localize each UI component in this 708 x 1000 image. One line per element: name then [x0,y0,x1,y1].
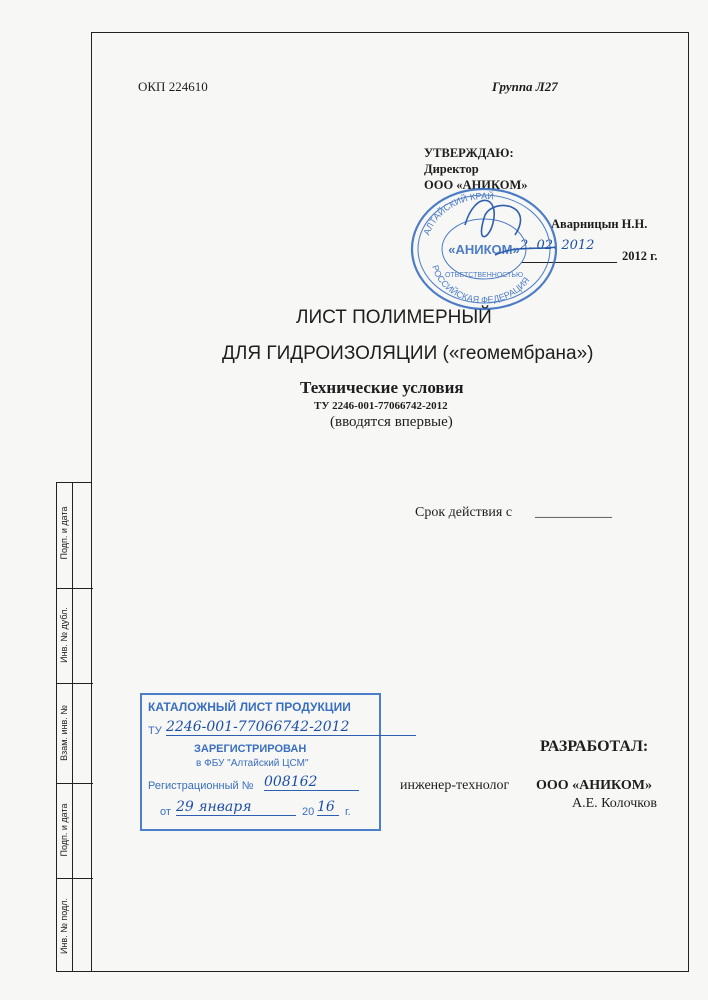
okp-code: ОКП 224610 [138,79,208,94]
page-frame [91,32,689,972]
seal-bottom-text: РОССИЙСКАЯ ФЕДЕРАЦИЯ [430,263,532,306]
group-code: Группа Л27 [492,79,558,94]
validity-value: ___________ [535,505,612,520]
catalog-date-prefix: от [160,806,171,818]
approval-name: Аварницын Н.Н. [551,217,648,231]
approval-date-handwritten: 2. 02. 2012 [520,238,595,253]
catalog-registered: ЗАРЕГИСТРИРОВАН [194,743,307,755]
catalog-tu-prefix: ТУ [148,725,162,737]
developer-name: А.Е. Колочков [572,796,657,811]
round-seal-stamp [405,185,563,313]
side-label-dup-inv: Инв. № дубл. [59,607,69,663]
catalog-reg-number: 008162 [264,774,359,791]
catalog-year-prefix: 20 [302,806,315,818]
side-stamp-column [56,482,92,972]
side-label-sign-date: Подп. и дата [59,506,69,560]
side-label-orig-inv: Инв. № подл. [59,897,69,955]
doc-subtitle: Технические условия [300,378,464,397]
seal-inner-text: ОТВЕТСТВЕННОСТЬЮ [444,272,524,279]
catalog-org: в ФБУ "Алтайский ЦСМ" [196,758,309,769]
seal-top-text: АЛТАЙСКИЙ КРАЙ [421,190,495,237]
developer-title: РАЗРАБОТАЛ: [540,738,649,755]
approval-position: Директор [424,162,479,176]
developer-role: инженер-технолог [400,778,510,793]
doc-title-line1: ЛИСТ ПОЛИМЕРНЫЙ [296,307,492,328]
doc-code: ТУ 2246-001-77066742-2012 [314,400,448,412]
catalog-year-suffix: г. [345,806,351,818]
seal-center-text: «АНИКОМ» [448,242,520,257]
validity-label: Срок действия с [415,505,513,520]
catalog-title: КАТАЛОЖНЫЙ ЛИСТ ПРОДУКЦИИ [148,700,351,714]
catalog-reg-label: Регистрационный № [148,780,254,792]
svg-text:АЛТАЙСКИЙ КРАЙ [421,190,494,236]
doc-note: (вводятся впервые) [330,414,453,430]
doc-title-line2: ДЛЯ ГИДРОИЗОЛЯЦИИ («геомембрана») [222,343,594,364]
developer-company: ООО «АНИКОМ» [536,778,652,793]
catalog-sheet-stamp [140,693,381,831]
approval-year: 2012 г. [622,249,658,263]
side-label-sign-date-2: Подп. и дата [59,803,69,857]
catalog-tu-number: 2246-001-77066742-2012 [166,719,416,736]
approval-title: УТВЕРЖДАЮ: [424,146,514,160]
catalog-year: 16 [317,799,339,816]
side-label-replace-inv: Взам. инв. № [59,705,69,761]
catalog-date: 29 января [176,799,296,816]
approval-company: ООО «АНИКОМ» [424,178,528,192]
